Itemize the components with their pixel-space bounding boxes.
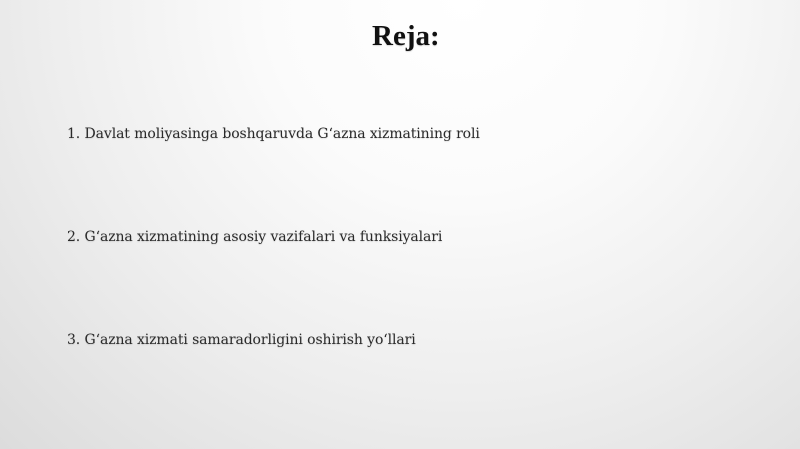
agenda-item-3: 3. G‘azna xizmati samaradorligini oshirish yo‘llari	[67, 332, 416, 348]
slide-title: Reja:	[372, 20, 440, 52]
agenda-item-2: 2. G‘azna xizmatining asosiy vazifalari va funksiyalari	[67, 229, 443, 245]
agenda-item-1: 1. Davlat moliyasinga boshqaruvda G‘azna xizmatining roli	[67, 126, 480, 142]
